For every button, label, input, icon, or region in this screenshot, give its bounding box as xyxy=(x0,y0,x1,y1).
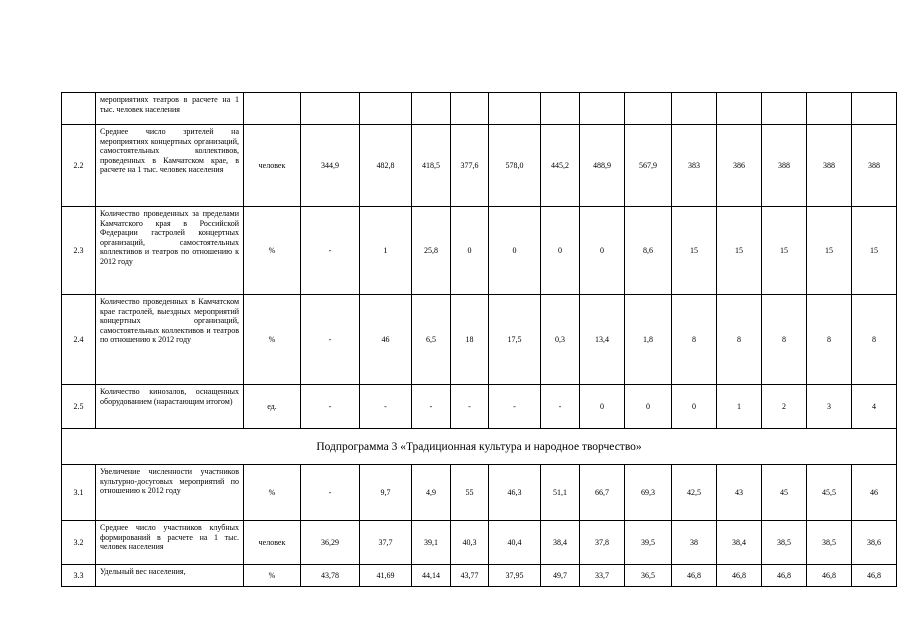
value-cell xyxy=(852,93,897,125)
value-cell: - xyxy=(301,465,360,521)
table-row xyxy=(62,465,897,521)
value-cell: 38,5 xyxy=(762,521,807,565)
table-row xyxy=(62,125,897,207)
value-cell: 43,78 xyxy=(301,565,360,587)
value-cell: 49,7 xyxy=(541,565,580,587)
value-cell: 4,9 xyxy=(412,465,451,521)
indicator-text: Среднее число участников клубных формирований в расчете на 1 тыс. человек населения xyxy=(100,523,239,552)
value-cell xyxy=(762,93,807,125)
value-cell: 13,4 xyxy=(580,295,625,385)
value-cell: 482,8 xyxy=(360,125,412,207)
indicator-text: Увеличение численности участников культурно-досуговых мероприятий по отношению к 2012 году xyxy=(100,467,239,496)
value-cell: - xyxy=(301,295,360,385)
value-cell: 38,5 xyxy=(807,521,852,565)
subprogram-title: Подпрограмма 3 «Традиционная культура и народное творчество» xyxy=(62,429,897,465)
value-cell xyxy=(301,93,360,125)
value-cell: 55 xyxy=(451,465,489,521)
value-cell: 578,0 xyxy=(489,125,541,207)
indicator-description xyxy=(96,295,244,385)
value-cell: 38,4 xyxy=(541,521,580,565)
row-number: 3.3 xyxy=(62,565,96,587)
indicator-text: Удельный вес населения, xyxy=(100,567,186,576)
unit-of-measure: человек xyxy=(244,125,301,207)
value-cell: 377,6 xyxy=(451,125,489,207)
value-cell xyxy=(807,93,852,125)
indicator-description xyxy=(96,93,244,125)
value-cell: 8 xyxy=(762,295,807,385)
value-cell: - xyxy=(360,385,412,429)
unit-of-measure: ед. xyxy=(244,385,301,429)
value-cell: 18 xyxy=(451,295,489,385)
value-cell: 1 xyxy=(360,207,412,295)
value-cell: 3 xyxy=(807,385,852,429)
value-cell xyxy=(580,93,625,125)
unit-of-measure: % xyxy=(244,207,301,295)
value-cell: 1,8 xyxy=(625,295,672,385)
indicator-description xyxy=(96,385,244,429)
subprogram-header-row xyxy=(62,429,897,465)
value-cell: 15 xyxy=(852,207,897,295)
value-cell: 0 xyxy=(672,385,717,429)
value-cell: 38,4 xyxy=(717,521,762,565)
indicator-description xyxy=(96,521,244,565)
unit-of-measure: % xyxy=(244,295,301,385)
value-cell: 15 xyxy=(717,207,762,295)
value-cell: 383 xyxy=(672,125,717,207)
indicator-description xyxy=(96,125,244,207)
value-cell: 0 xyxy=(541,207,580,295)
value-cell: 0 xyxy=(451,207,489,295)
value-cell: 45,5 xyxy=(807,465,852,521)
value-cell: 386 xyxy=(717,125,762,207)
value-cell: 488,9 xyxy=(580,125,625,207)
value-cell: 15 xyxy=(807,207,852,295)
value-cell: 43,77 xyxy=(451,565,489,587)
value-cell: - xyxy=(301,207,360,295)
table-row xyxy=(62,565,897,587)
value-cell: 41,69 xyxy=(360,565,412,587)
row-number xyxy=(62,93,96,125)
value-cell: - xyxy=(541,385,580,429)
value-cell: 36,5 xyxy=(625,565,672,587)
value-cell xyxy=(717,93,762,125)
value-cell: - xyxy=(412,385,451,429)
value-cell xyxy=(541,93,580,125)
table-row xyxy=(62,385,897,429)
value-cell: 388 xyxy=(852,125,897,207)
value-cell: 46,8 xyxy=(852,565,897,587)
value-cell: 38 xyxy=(672,521,717,565)
value-cell xyxy=(672,93,717,125)
value-cell: 0 xyxy=(625,385,672,429)
value-cell: 33,7 xyxy=(580,565,625,587)
indicator-text: мероприятиях театров в расчете на 1 тыс. человек населения xyxy=(100,95,239,114)
value-cell: 37,95 xyxy=(489,565,541,587)
value-cell: 37,8 xyxy=(580,521,625,565)
value-cell: 8 xyxy=(852,295,897,385)
value-cell: 8 xyxy=(717,295,762,385)
row-number: 2.4 xyxy=(62,295,96,385)
value-cell: 15 xyxy=(672,207,717,295)
value-cell: 40,3 xyxy=(451,521,489,565)
row-number: 2.2 xyxy=(62,125,96,207)
value-cell: 36,29 xyxy=(301,521,360,565)
value-cell: 15 xyxy=(762,207,807,295)
value-cell xyxy=(451,93,489,125)
value-cell xyxy=(489,93,541,125)
value-cell: - xyxy=(451,385,489,429)
value-cell: 43 xyxy=(717,465,762,521)
row-number: 2.3 xyxy=(62,207,96,295)
indicator-text: Количество проведенных за пределами Камчатского края в Российской Федерации гастролей концертных организаций, самостоятельных коллективов и театров по отношению к 2012 году xyxy=(100,209,239,266)
value-cell: 0,3 xyxy=(541,295,580,385)
value-cell: 388 xyxy=(762,125,807,207)
value-cell: 1 xyxy=(717,385,762,429)
value-cell: 8 xyxy=(807,295,852,385)
row-number: 2.5 xyxy=(62,385,96,429)
value-cell: 40,4 xyxy=(489,521,541,565)
value-cell: 38,6 xyxy=(852,521,897,565)
value-cell: 46 xyxy=(852,465,897,521)
indicator-description xyxy=(96,207,244,295)
value-cell xyxy=(625,93,672,125)
value-cell: 25,8 xyxy=(412,207,451,295)
value-cell xyxy=(360,93,412,125)
row-number: 3.1 xyxy=(62,465,96,521)
value-cell: 0 xyxy=(580,207,625,295)
value-cell: 8,6 xyxy=(625,207,672,295)
value-cell: 42,5 xyxy=(672,465,717,521)
value-cell: 37,7 xyxy=(360,521,412,565)
value-cell: 0 xyxy=(489,207,541,295)
value-cell: - xyxy=(301,385,360,429)
value-cell: 46,8 xyxy=(762,565,807,587)
value-cell: 0 xyxy=(580,385,625,429)
value-cell: 45 xyxy=(762,465,807,521)
value-cell: 66,7 xyxy=(580,465,625,521)
value-cell: 445,2 xyxy=(541,125,580,207)
row-number: 3.2 xyxy=(62,521,96,565)
indicator-text: Среднее число зрителей на мероприятиях концертных организаций, самостоятельных коллективов, проведенных в Камчатском крае, в расчете на 1 тыс. человек населения xyxy=(100,127,239,175)
value-cell: 388 xyxy=(807,125,852,207)
indicator-text: Количество проведенных в Камчатском крае гастролей, выездных мероприятий концертных организаций, самостоятельных коллективов и театров по отношению к 2012 году xyxy=(100,297,239,345)
unit-of-measure xyxy=(244,93,301,125)
value-cell: 44,14 xyxy=(412,565,451,587)
indicators-table xyxy=(61,92,897,587)
unit-of-measure: % xyxy=(244,565,301,587)
value-cell: 51,1 xyxy=(541,465,580,521)
indicator-description xyxy=(96,465,244,521)
table-row xyxy=(62,207,897,295)
unit-of-measure: % xyxy=(244,465,301,521)
value-cell xyxy=(412,93,451,125)
value-cell: 8 xyxy=(672,295,717,385)
table-row xyxy=(62,295,897,385)
value-cell: 46 xyxy=(360,295,412,385)
value-cell: 46,8 xyxy=(807,565,852,587)
value-cell: 567,9 xyxy=(625,125,672,207)
table-row xyxy=(62,93,897,125)
value-cell: 4 xyxy=(852,385,897,429)
value-cell: 2 xyxy=(762,385,807,429)
value-cell: 9,7 xyxy=(360,465,412,521)
table-row xyxy=(62,521,897,565)
indicator-description xyxy=(96,565,244,587)
value-cell: 418,5 xyxy=(412,125,451,207)
indicator-text: Количество кинозалов, оснащенных оборудованием (нарастающим итогом) xyxy=(100,387,239,406)
value-cell: 46,8 xyxy=(672,565,717,587)
value-cell: 6,5 xyxy=(412,295,451,385)
indicators-table-body xyxy=(62,93,897,587)
value-cell: - xyxy=(489,385,541,429)
value-cell: 17,5 xyxy=(489,295,541,385)
unit-of-measure: человек xyxy=(244,521,301,565)
value-cell: 344,9 xyxy=(301,125,360,207)
value-cell: 69,3 xyxy=(625,465,672,521)
value-cell: 46,3 xyxy=(489,465,541,521)
value-cell: 46,8 xyxy=(717,565,762,587)
value-cell: 39,1 xyxy=(412,521,451,565)
value-cell: 39,5 xyxy=(625,521,672,565)
